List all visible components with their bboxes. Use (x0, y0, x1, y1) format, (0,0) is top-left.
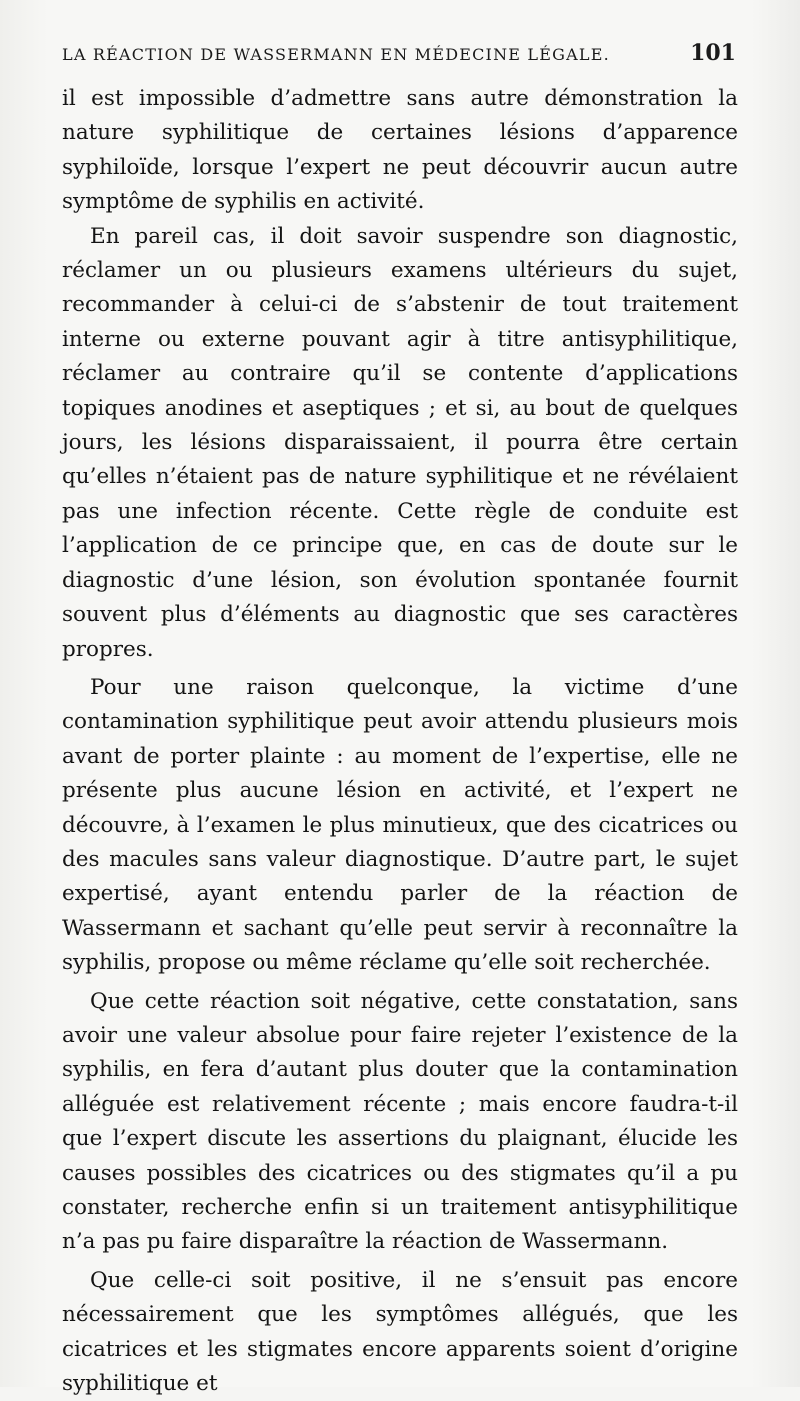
paragraph-3: Pour une raison quelconque, la victime d’une contamination syphilitique peut avoir attendu plusieurs mois avant de porter plainte : au moment de l’expertise, elle ne présente plus aucune lésion en activité, et l’expert ne découvre, à l’examen le plus minutieux, que des cicatrices ou des macules sans valeur diagnostique. D’autre part, le sujet expertisé, ayant entendu parler de la réaction de Wassermann et sachant qu’elle peut servir à reconnaître la syphilis, propose ou même réclame qu’elle soit recherchée. (62, 674, 738, 976)
paragraph-2: En pareil cas, il doit savoir suspendre son diagnostic, réclamer un ou plusieurs examens ultérieurs du sujet, recommander à celui-ci de s’abstenir de tout traitement interne ou externe pouvant agir à titre antisyphilitique, réclamer au contraire qu’il se contente d’applications topiques anodines et aseptiques ; et si, au bout de quelques jours, les lésions disparaissaient, il pourra être certain qu’elles n’étaient pas de nature syphilitique et ne révélaient pas une infection récente. Cette règle de conduite est l’application de ce principe que, en cas de doute sur le diagnostic d’une lésion, son évolution spontanée fournit souvent plus d’éléments au diagnostic que ses caractères propres. (62, 223, 738, 662)
paragraph-4: Que cette réaction soit négative, cette constatation, sans avoir une valeur absolue pour faire rejeter l’existence de la syphilis, en fera d’autant plus douter que la contamination alléguée est relativement récente ; mais encore faudra-t-il que l’expert discute les assertions du plaignant, élucide les causes possibles des cicatrices ou des stigmates qu’il a pu constater, recherche enfin si un traitement antisyphilitique n’a pas pu faire disparaître la réaction de Wassermann. (62, 988, 738, 1255)
paragraph-5: Que celle-ci soit positive, il ne s’ensuit pas encore nécessairement que les symptômes allégués, que les cicatrices et les stigmates encore apparents soient d’origine syphilitique et (62, 1267, 738, 1397)
running-head (62, 40, 736, 76)
page-number: 101 (690, 40, 736, 66)
body-text (62, 82, 738, 1401)
paragraph-1: il est impossible d’admettre sans autre démonstration la nature syphilitique de certaines lésions d’apparence syphiloïde, lorsque l’expert ne peut découvrir aucun autre symptôme de syphilis en activité. (62, 86, 738, 215)
running-title: LA RÉACTION DE WASSERMANN EN MÉDECINE LÉGALE. (62, 45, 610, 64)
